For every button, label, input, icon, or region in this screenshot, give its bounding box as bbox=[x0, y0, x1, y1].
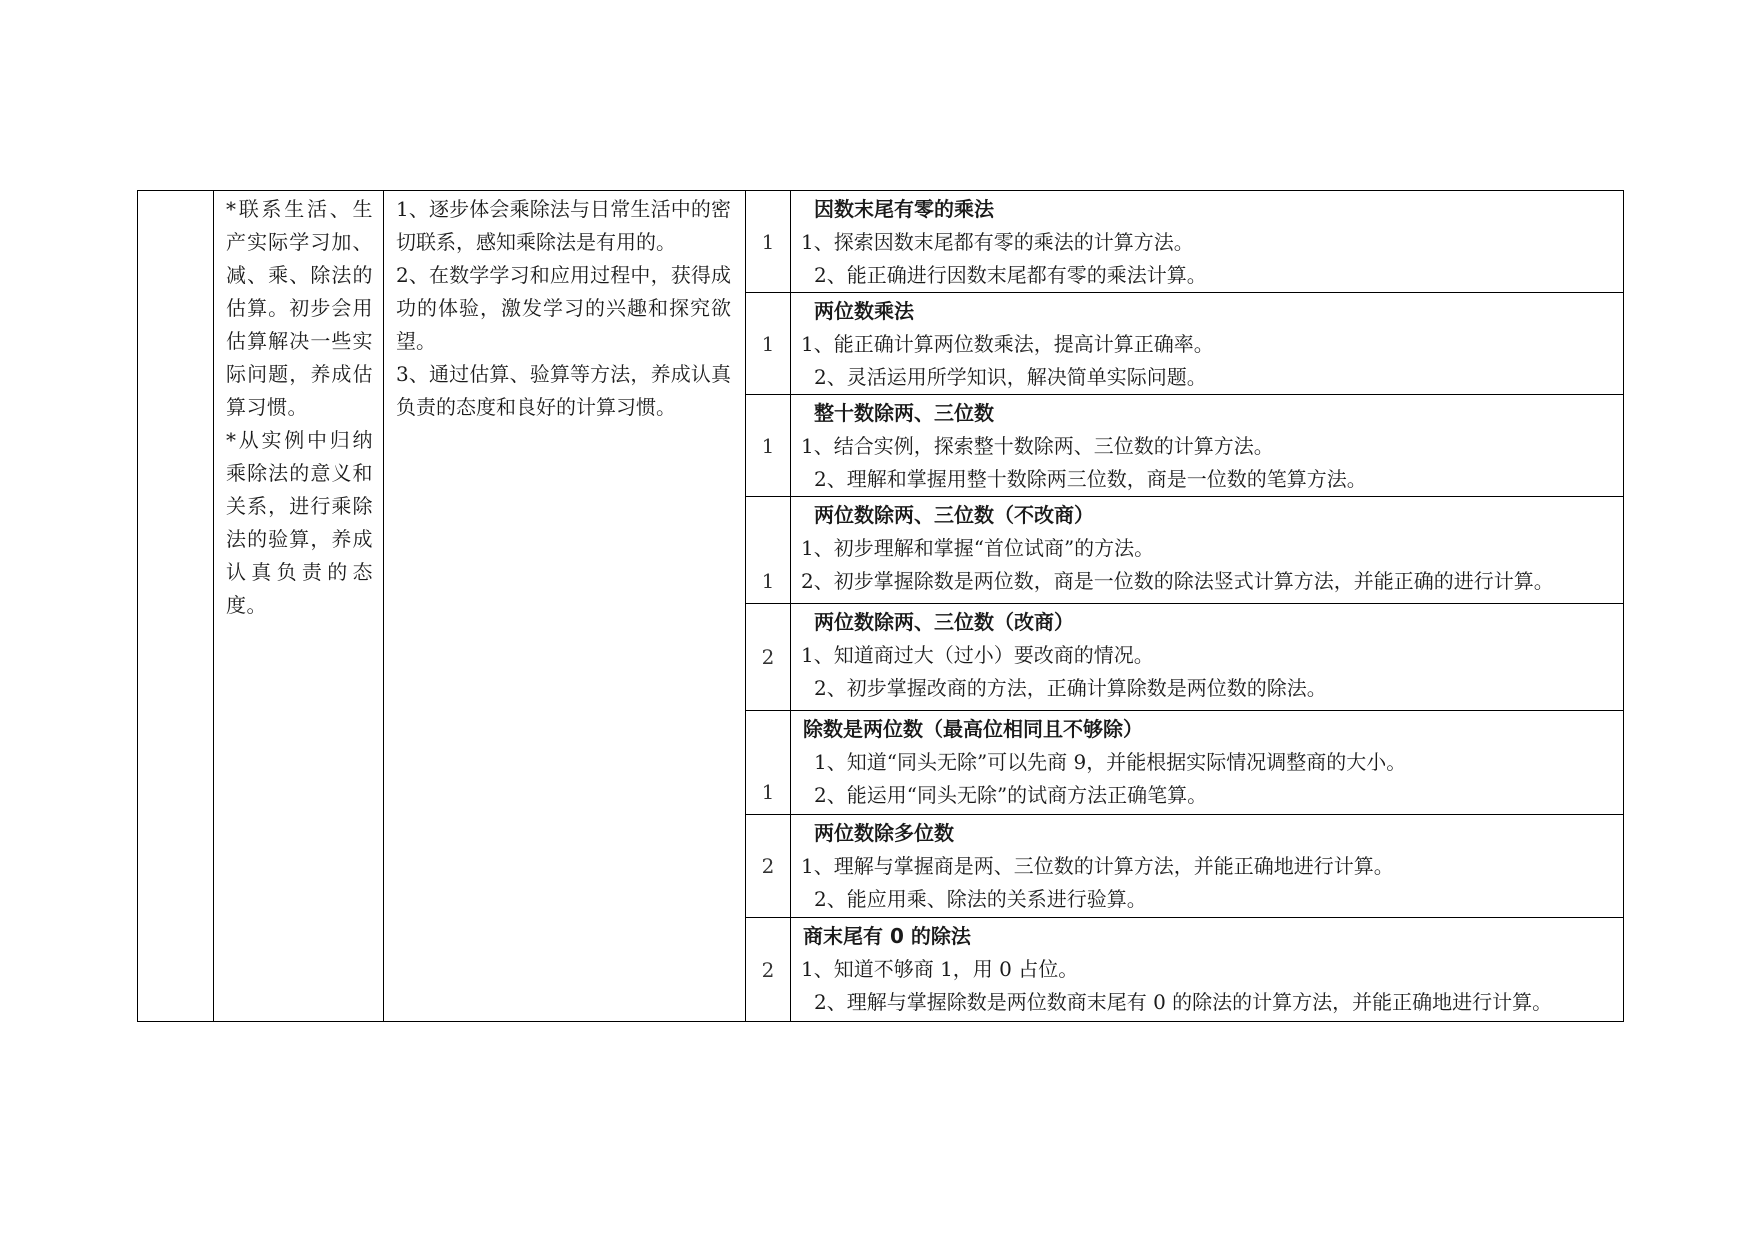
lesson-objective: 1、知道商过大（过小）要改商的情况。 bbox=[801, 643, 1154, 667]
lesson-hours: 1 bbox=[746, 293, 791, 395]
lesson-title: 两位数乘法 bbox=[814, 299, 914, 323]
lesson-title: 商末尾有 0 的除法 bbox=[803, 924, 971, 948]
lesson-title: 整十数除两、三位数 bbox=[814, 401, 994, 425]
lesson-plan-table bbox=[137, 190, 1624, 1022]
lesson-objective: 1、结合实例，探索整十数除两、三位数的计算方法。 bbox=[801, 434, 1274, 458]
lesson-objective: 2、初步掌握除数是两位数，商是一位数的除法竖式计算方法，并能正确的进行计算。 bbox=[801, 569, 1554, 593]
lesson-title: 两位数除多位数 bbox=[814, 821, 954, 845]
lesson-hours: 1 bbox=[746, 191, 791, 293]
lesson-hours: 2 bbox=[746, 815, 791, 918]
lesson-content bbox=[791, 711, 1624, 815]
lesson-objective: 2、能运用“同头无除”的试商方法正确笔算。 bbox=[814, 783, 1208, 807]
goal-paragraph: *从实例中归纳乘除法的意义和关系，进行乘除法的验算，养成认真负责的态度。 bbox=[226, 428, 373, 617]
lesson-content bbox=[791, 604, 1624, 711]
unit-cell bbox=[138, 191, 214, 1022]
lesson-objective: 1、知道“同头无除”可以先商 9，并能根据实际情况调整商的大小。 bbox=[814, 750, 1407, 774]
lesson-content bbox=[791, 497, 1624, 604]
lesson-content bbox=[791, 815, 1624, 918]
lesson-content bbox=[791, 191, 1624, 293]
lesson-title: 除数是两位数（最高位相同且不够除） bbox=[803, 717, 1143, 741]
lesson-title: 两位数除两、三位数（不改商） bbox=[814, 503, 1094, 527]
table-row bbox=[138, 191, 1624, 293]
lesson-hours: 2 bbox=[746, 604, 791, 711]
lesson-content bbox=[791, 395, 1624, 497]
lesson-hours: 1 bbox=[746, 497, 791, 604]
lesson-objective: 1、探索因数末尾都有零的乘法的计算方法。 bbox=[801, 230, 1194, 254]
lesson-content bbox=[791, 293, 1624, 395]
attitude-item: 2、在数学学习和应用过程中，获得成功的体验，激发学习的兴趣和探究欲望。 bbox=[396, 263, 731, 353]
lesson-title: 两位数除两、三位数（改商） bbox=[814, 610, 1074, 634]
lesson-objective: 1、知道不够商 1，用 0 占位。 bbox=[801, 957, 1079, 981]
lesson-hours: 1 bbox=[746, 395, 791, 497]
lesson-hours: 2 bbox=[746, 918, 791, 1022]
lesson-objective: 2、能正确进行因数末尾都有零的乘法计算。 bbox=[814, 263, 1207, 287]
lesson-hours: 1 bbox=[746, 711, 791, 815]
lesson-objective: 1、初步理解和掌握“首位试商”的方法。 bbox=[801, 536, 1155, 560]
lesson-objective: 2、灵活运用所学知识，解决简单实际问题。 bbox=[814, 365, 1207, 389]
lesson-objective: 2、理解和掌握用整十数除两三位数，商是一位数的笔算方法。 bbox=[814, 467, 1367, 491]
attitude-goals-cell bbox=[384, 191, 746, 1022]
goal-paragraph: *联系生活、生产实际学习加、减、乘、除法的估算。初步会用估算解决一些实际问题，养成估算习惯。 bbox=[226, 197, 373, 419]
lesson-content bbox=[791, 918, 1624, 1022]
lesson-objective: 2、理解与掌握除数是两位数商末尾有 0 的除法的计算方法，并能正确地进行计算。 bbox=[814, 990, 1553, 1014]
attitude-item: 1、逐步体会乘除法与日常生活中的密切联系，感知乘除法是有用的。 bbox=[396, 197, 731, 254]
lesson-title: 因数末尾有零的乘法 bbox=[814, 197, 994, 221]
lesson-objective: 1、理解与掌握商是两、三位数的计算方法，并能正确地进行计算。 bbox=[801, 854, 1394, 878]
lesson-objective: 1、能正确计算两位数乘法，提高计算正确率。 bbox=[801, 332, 1214, 356]
lesson-objective: 2、初步掌握改商的方法，正确计算除数是两位数的除法。 bbox=[814, 676, 1327, 700]
knowledge-goals-cell bbox=[214, 191, 384, 1022]
attitude-item: 3、通过估算、验算等方法，养成认真负责的态度和良好的计算习惯。 bbox=[396, 362, 731, 419]
lesson-objective: 2、能应用乘、除法的关系进行验算。 bbox=[814, 887, 1147, 911]
